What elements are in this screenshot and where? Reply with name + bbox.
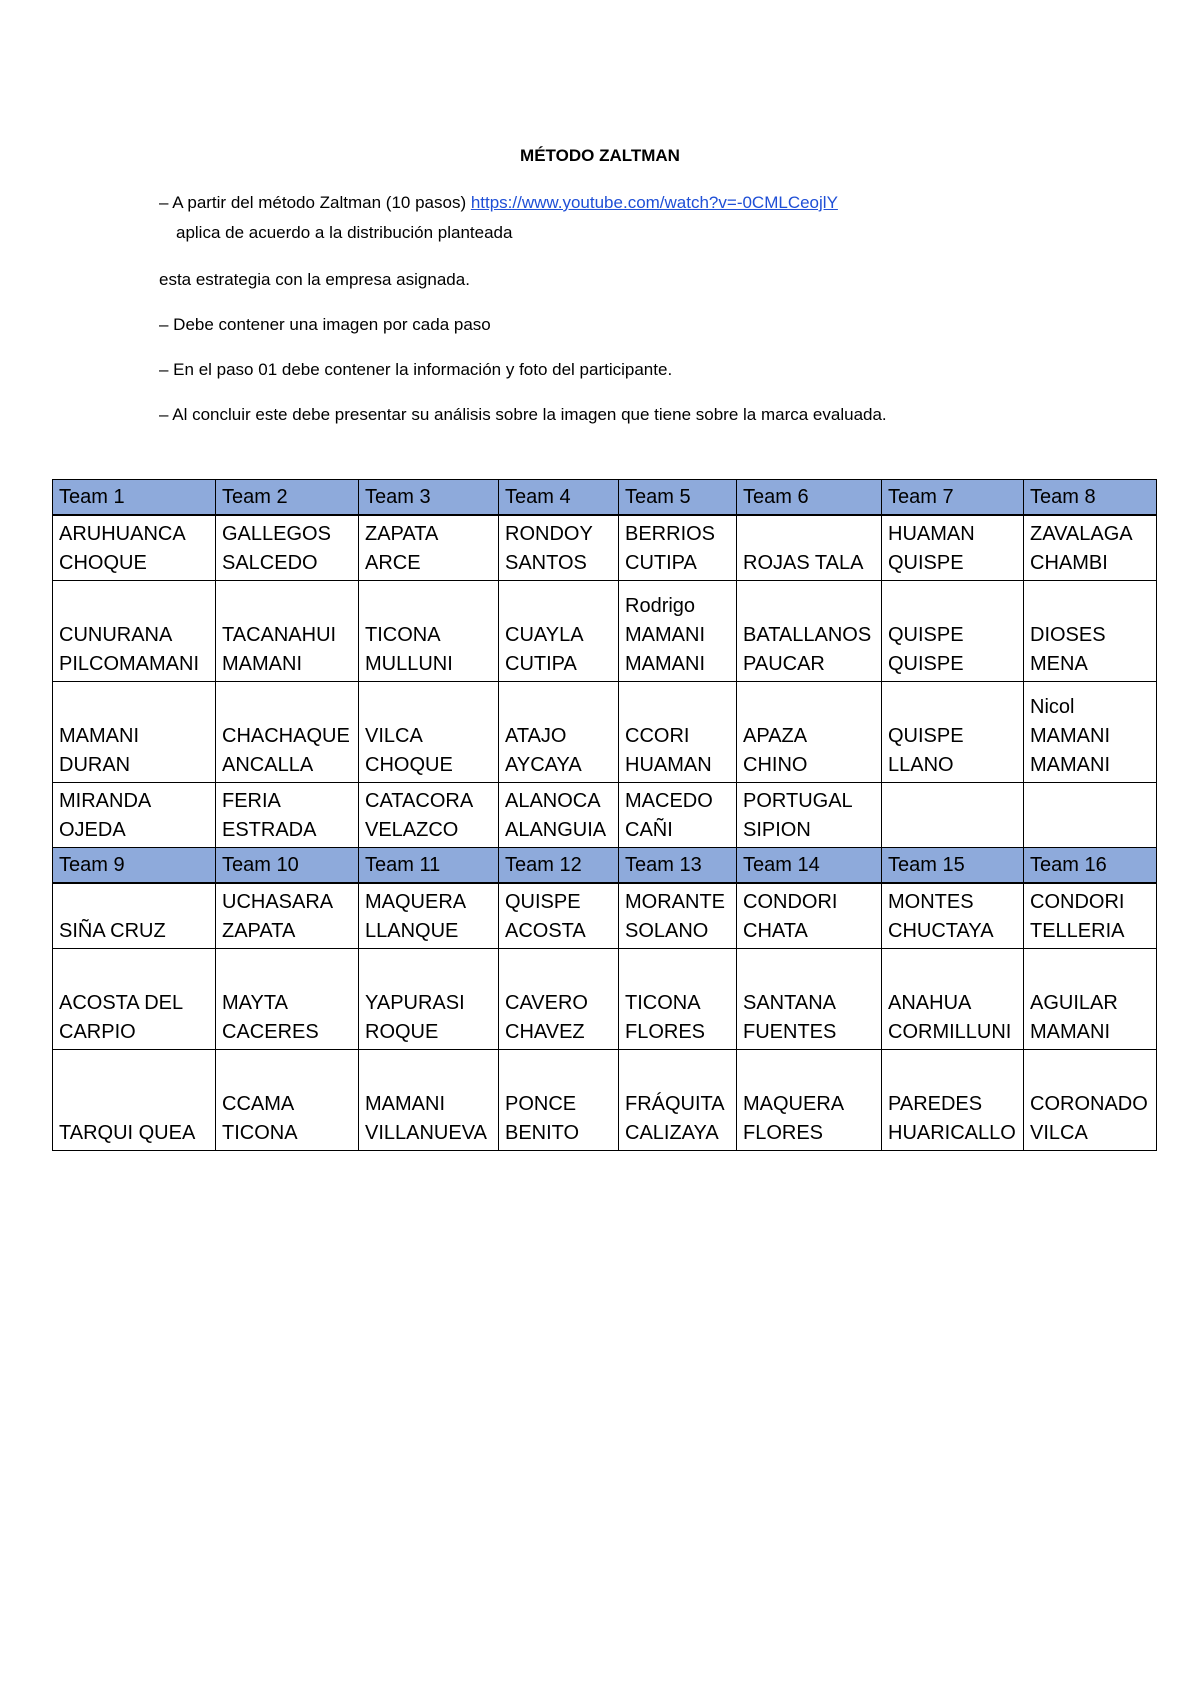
- member-cell: CCORI HUAMAN: [619, 682, 737, 783]
- table-row: [53, 783, 1157, 848]
- member-cell: MAQUERA LLANQUE: [359, 883, 499, 949]
- team-header: Team 1: [53, 480, 216, 516]
- intro-continuation: aplica de acuerdo a la distribución planteada: [176, 223, 513, 242]
- member-cell: ZAPATA ARCE: [359, 515, 499, 581]
- table-row: [53, 883, 1157, 949]
- team-header: Team 2: [216, 480, 359, 516]
- member-cell: MORANTE SOLANO: [619, 883, 737, 949]
- team-header: Team 11: [359, 848, 499, 884]
- team-header-row: [53, 848, 1157, 884]
- member-cell: PONCE BENITO: [499, 1050, 619, 1151]
- member-cell: ANAHUA CORMILLUNI: [882, 949, 1024, 1050]
- member-cell: [1024, 783, 1157, 848]
- member-cell: QUISPE ACOSTA: [499, 883, 619, 949]
- member-cell: Nicol MAMANI MAMANI: [1024, 682, 1157, 783]
- member-cell: CHACHAQUE ANCALLA: [216, 682, 359, 783]
- member-cell: TICONA MULLUNI: [359, 581, 499, 682]
- team-header: Team 3: [359, 480, 499, 516]
- member-cell: QUISPE LLANO: [882, 682, 1024, 783]
- youtube-link[interactable]: https://www.youtube.com/watch?v=-0CMLCeojlY: [470, 193, 838, 212]
- team-header: Team 15: [882, 848, 1024, 884]
- table-row: [53, 682, 1157, 783]
- member-cell: QUISPE QUISPE: [882, 581, 1024, 682]
- member-cell: MAMANI VILLANUEVA: [359, 1050, 499, 1151]
- member-cell: PORTUGAL SIPION: [737, 783, 882, 848]
- member-cell: CONDORI TELLERIA: [1024, 883, 1157, 949]
- member-cell: CAVERO CHAVEZ: [499, 949, 619, 1050]
- table-row: [53, 1050, 1157, 1151]
- bullet-2: – En el paso 01 debe contener la información y foto del participante.: [159, 360, 673, 379]
- member-cell: CUAYLA CUTIPA: [499, 581, 619, 682]
- member-cell: ROJAS TALA: [737, 515, 882, 581]
- member-cell: HUAMAN QUISPE: [882, 515, 1024, 581]
- member-cell: DIOSES MENA: [1024, 581, 1157, 682]
- team-header: Team 10: [216, 848, 359, 884]
- member-cell: ALANOCA ALANGUIA: [499, 783, 619, 848]
- member-cell: MIRANDA OJEDA: [53, 783, 216, 848]
- member-cell: CORONADO VILCA: [1024, 1050, 1157, 1151]
- member-cell: FRÁQUITA CALIZAYA: [619, 1050, 737, 1151]
- table-row: [53, 515, 1157, 581]
- team-header: Team 7: [882, 480, 1024, 516]
- team-header: Team 8: [1024, 480, 1157, 516]
- table-row: [53, 581, 1157, 682]
- member-cell: [882, 783, 1024, 848]
- member-cell: TACANAHUI MAMANI: [216, 581, 359, 682]
- team-header: Team 9: [53, 848, 216, 884]
- member-cell: CCAMA TICONA: [216, 1050, 359, 1151]
- member-cell: SIÑA CRUZ: [53, 883, 216, 949]
- member-cell: MAMANI DURAN: [53, 682, 216, 783]
- intro-sentence-end: esta estrategia con la empresa asignada.: [159, 270, 470, 289]
- member-cell: TICONA FLORES: [619, 949, 737, 1050]
- member-cell: BERRIOS CUTIPA: [619, 515, 737, 581]
- document-title: MÉTODO ZALTMAN: [520, 146, 680, 165]
- team-header: Team 5: [619, 480, 737, 516]
- bullet-1: – Debe contener una imagen por cada paso: [159, 315, 491, 334]
- member-cell: MACEDO CAÑI: [619, 783, 737, 848]
- member-cell: ATAJO AYCAYA: [499, 682, 619, 783]
- member-cell: FERIA ESTRADA: [216, 783, 359, 848]
- member-cell: UCHASARA ZAPATA: [216, 883, 359, 949]
- member-cell: YAPURASI ROQUE: [359, 949, 499, 1050]
- team-header: Team 4: [499, 480, 619, 516]
- intro-line: [159, 192, 838, 214]
- member-cell: Rodrigo MAMANI MAMANI: [619, 581, 737, 682]
- member-cell: TARQUI QUEA: [53, 1050, 216, 1151]
- member-cell: AGUILAR MAMANI: [1024, 949, 1157, 1050]
- member-cell: ZAVALAGA CHAMBI: [1024, 515, 1157, 581]
- member-cell: MAYTA CACERES: [216, 949, 359, 1050]
- member-cell: MONTES CHUCTAYA: [882, 883, 1024, 949]
- member-cell: ARUHUANCA CHOQUE: [53, 515, 216, 581]
- team-header: Team 6: [737, 480, 882, 516]
- member-cell: CUNURANA PILCOMAMANI: [53, 581, 216, 682]
- member-cell: MAQUERA FLORES: [737, 1050, 882, 1151]
- intro-prefix: – A partir del método Zaltman (10 pasos): [159, 193, 471, 212]
- table-row: [53, 949, 1157, 1050]
- member-cell: PAREDES HUARICALLO: [882, 1050, 1024, 1151]
- member-cell: RONDOY SANTOS: [499, 515, 619, 581]
- member-cell: VILCA CHOQUE: [359, 682, 499, 783]
- member-cell: SANTANA FUENTES: [737, 949, 882, 1050]
- team-header: Team 12: [499, 848, 619, 884]
- team-header-row: [53, 480, 1157, 516]
- member-cell: GALLEGOS SALCEDO: [216, 515, 359, 581]
- team-header: Team 16: [1024, 848, 1157, 884]
- team-header: Team 13: [619, 848, 737, 884]
- member-cell: APAZA CHINO: [737, 682, 882, 783]
- teams-table: [52, 479, 1157, 1151]
- member-cell: CONDORI CHATA: [737, 883, 882, 949]
- member-cell: BATALLANOS PAUCAR: [737, 581, 882, 682]
- team-header: Team 14: [737, 848, 882, 884]
- member-cell: CATACORA VELAZCO: [359, 783, 499, 848]
- bullet-3: – Al concluir este debe presentar su análisis sobre la imagen que tiene sobre la marca evaluada.: [159, 405, 887, 424]
- member-cell: ACOSTA DEL CARPIO: [53, 949, 216, 1050]
